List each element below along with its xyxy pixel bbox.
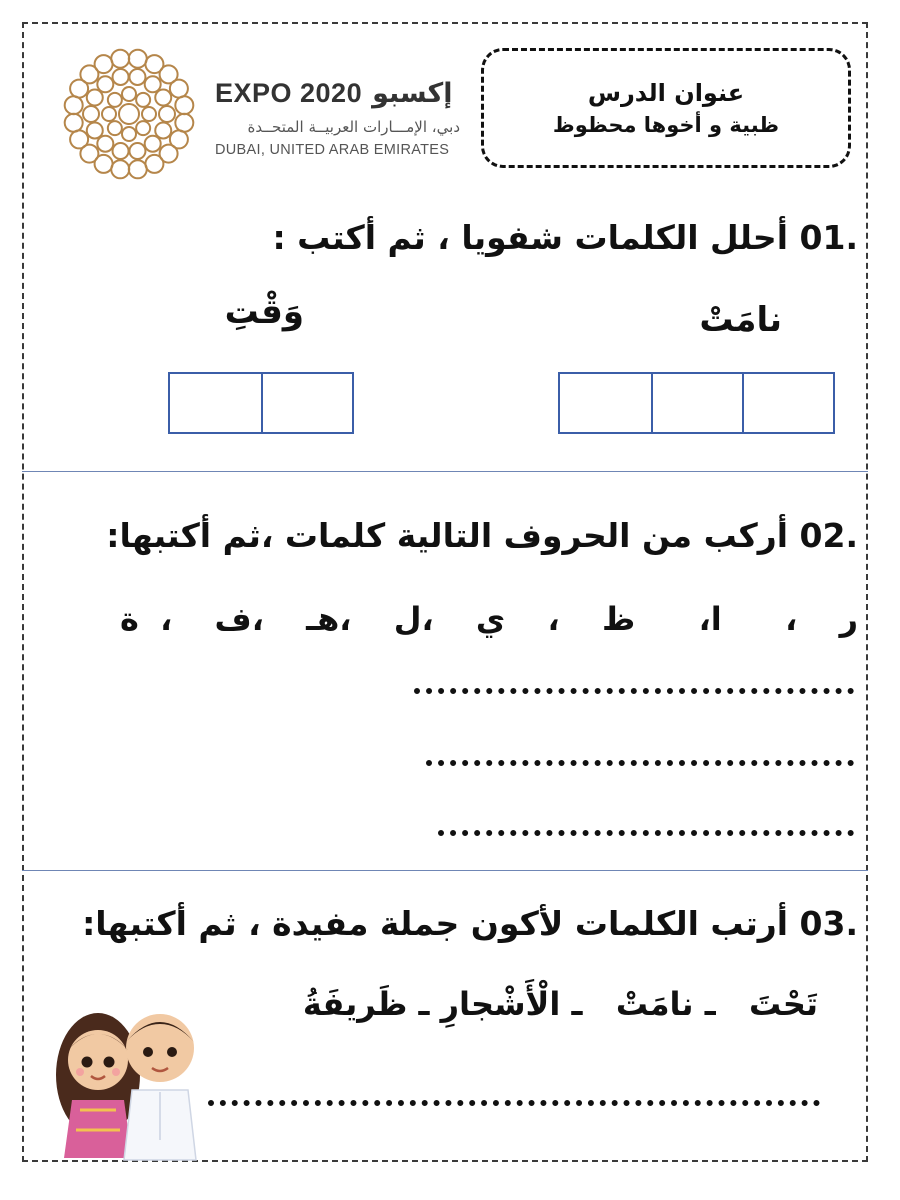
emirati-children-illustration-icon [28,990,228,1165]
letter-box[interactable] [170,374,261,432]
expo-subtitle-english: DUBAI, UNITED ARAB EMIRATES [215,142,450,158]
expo-emblem-icon [55,40,203,188]
question-2 [106,516,858,555]
letter-box[interactable] [651,374,742,432]
section-divider [22,471,868,472]
letter-box[interactable] [560,374,651,432]
lesson-title-box [481,48,851,168]
expo-logo-arabic: إكسبو [372,78,453,109]
q1-word-1-boxes [558,372,835,434]
expo-subtitle-arabic: دبي، الإمـــارات العربيــة المتحــدة [247,118,460,136]
question-2-number: 02. [799,516,858,555]
expo-logo-english: EXPO 2020 [215,78,363,108]
lesson-heading: عنوان الدرس [587,79,745,107]
question-3-number: 03. [799,904,858,943]
question-3-text: أرتب الكلمات لأكون جملة مفيدة ، ثم أكتبها: [82,904,789,943]
lesson-name: ظبية و أخوها محظوظ [552,113,780,137]
q1-word-1: نامَتْ [699,300,782,340]
q1-word-2: وَقْتِ [224,292,304,332]
question-1 [272,218,858,257]
q3-words: تَحْتَ ـ نامَتْ ـ الْأَشْجارِ ـ ظَريفَةُ [302,985,818,1023]
question-3 [82,904,858,943]
question-1-number: 01. [799,218,858,257]
q1-word-2-boxes [168,372,354,434]
question-1-text: أحلل الكلمات شفويا ، ثم أكتب : [272,218,789,257]
answer-line[interactable] [426,760,854,766]
answer-line[interactable] [414,688,854,694]
letter-box[interactable] [742,374,833,432]
answer-line[interactable] [438,830,854,836]
q2-letters: ر ، ا، ظ ، ي ،ل ،هـ ،ف ، ة [120,600,858,638]
question-2-text: أركب من الحروف التالية كلمات ،ثم أكتبها: [106,516,789,555]
expo-logo [55,40,485,190]
letter-box[interactable] [261,374,352,432]
section-divider [22,870,868,871]
answer-line[interactable] [208,1100,820,1106]
